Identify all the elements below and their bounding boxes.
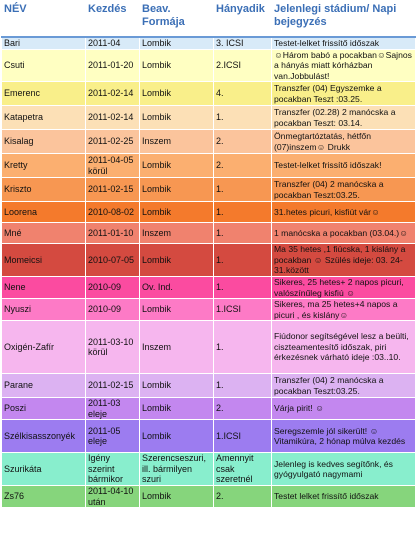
header-name: NÉV: [2, 2, 86, 38]
table-row: [2, 106, 416, 130]
cell-nth: 3. ICSI: [214, 37, 272, 49]
cell-nth: 2.: [214, 398, 272, 420]
cell-form: Lombik: [140, 420, 214, 453]
cell-start: 2010-07-05: [86, 244, 140, 277]
table-row: [2, 398, 416, 420]
cell-start: 2011-04-10 után: [86, 486, 140, 508]
cell-nth: 1.: [214, 374, 272, 398]
table-row: [2, 374, 416, 398]
cell-status: 1 manócska a pocakban (03.04.)☺: [272, 223, 416, 244]
cell-nth: 1.ICSI: [214, 420, 272, 453]
table-row: [2, 299, 416, 321]
cell-status: Transzfer (04) 2 manócska a pocakban Teszt:03.25.: [272, 374, 416, 398]
cell-start: 2011-02-25: [86, 130, 140, 154]
cell-name: Kisalag: [2, 130, 86, 154]
cell-name: Csuti: [2, 49, 86, 82]
cell-form: Inszem: [140, 223, 214, 244]
cell-status: Jelenleg is kedves segítőnk, és gyógyulgató nagymami: [272, 453, 416, 486]
header-start: Kezdés: [86, 2, 140, 38]
cell-nth: 1.ICSI: [214, 299, 272, 321]
table-row: [2, 154, 416, 178]
cell-name: Kretty: [2, 154, 86, 178]
cell-name: Momeicsi: [2, 244, 86, 277]
cell-name: Loorena: [2, 202, 86, 223]
table-row: [2, 321, 416, 374]
cell-status: Transzfer (04) 2 manócska a pocakban Teszt:03.25.: [272, 178, 416, 202]
cell-form: Lombik: [140, 398, 214, 420]
cell-status: Sikeres, 25 hetes+ 2 napos picuri, valószínűleg kisfiú ☺: [272, 277, 416, 299]
cell-status: Transzfer (04) Egyszemke a pocakban Teszt :03.25.: [272, 82, 416, 106]
table-row: [2, 49, 416, 82]
cell-name: Emerenc: [2, 82, 86, 106]
cell-nth: 4.: [214, 82, 272, 106]
cell-form: Inszem: [140, 321, 214, 374]
cell-start: 2010-09: [86, 299, 140, 321]
header-status: Jelenlegi stádium/ Napi bejegyzés: [272, 2, 416, 38]
cell-status: Fiúdonor segítségével lesz a beülti, ciszteamentesítő időszak, piri érkezésnek várható ideje :03..10.: [272, 321, 416, 374]
cell-form: Inszem: [140, 130, 214, 154]
cell-nth: 2.: [214, 486, 272, 508]
cell-status: Sikeres, ma 25 hetes+4 napos a picuri , és kislány☺: [272, 299, 416, 321]
table-row: [2, 178, 416, 202]
cell-form: Lombik: [140, 202, 214, 223]
cell-status: Transzfer (02.28) 2 manócska a pocakban Teszt: 03.14.: [272, 106, 416, 130]
cell-nth: 2.ICSI: [214, 49, 272, 82]
cell-name: Szurikáta: [2, 453, 86, 486]
table-row: [2, 37, 416, 49]
cell-name: Nene: [2, 277, 86, 299]
cell-status: Testet lelket frissítő időszak: [272, 486, 416, 508]
cell-nth: 2.: [214, 130, 272, 154]
cell-start: 2011-02-15: [86, 374, 140, 398]
cell-form: Lombik: [140, 244, 214, 277]
table-row: [2, 82, 416, 106]
table-row: [2, 420, 416, 453]
header-nth: Hányadik: [214, 2, 272, 38]
table-row: [2, 453, 416, 486]
cell-form: Lombik: [140, 486, 214, 508]
cell-status: ☺Három babó a pocakban☺Sajnos a hányás miatt kórházban van.Jobbulást!: [272, 49, 416, 82]
cell-nth: 1.: [214, 106, 272, 130]
cell-start: 2011-02-15: [86, 178, 140, 202]
cell-status: 31.hetes picuri, kisfiút vár☺: [272, 202, 416, 223]
cell-start: Igény szerint bármikor: [86, 453, 140, 486]
cell-status: Testet-lelket frissítő időszak!: [272, 154, 416, 178]
cell-name: Parane: [2, 374, 86, 398]
cell-nth: 1.: [214, 178, 272, 202]
cell-name: Zs76: [2, 486, 86, 508]
cell-status: Várja pirit! ☺: [272, 398, 416, 420]
cell-start: 2011-01-10: [86, 223, 140, 244]
cell-form: Ov. Ind.: [140, 277, 214, 299]
cell-start: 2011-02-14: [86, 82, 140, 106]
cell-name: Szélkisasszonyék: [2, 420, 86, 453]
cell-name: Oxigén-Zafír: [2, 321, 86, 374]
cell-start: 2011-03-10 körül: [86, 321, 140, 374]
header-form: Beav. Formája: [140, 2, 214, 38]
header-row: [2, 2, 416, 38]
table-row: [2, 130, 416, 154]
cell-form: Lombik: [140, 82, 214, 106]
cell-nth: 1.: [214, 321, 272, 374]
cell-form: Lombik: [140, 154, 214, 178]
table-row: [2, 223, 416, 244]
table-row: [2, 277, 416, 299]
cell-start: 2011-02-14: [86, 106, 140, 130]
cell-start: 2011-04-05 körül: [86, 154, 140, 178]
participants-table: [1, 1, 416, 508]
cell-start: 2011-01-20: [86, 49, 140, 82]
cell-name: Poszi: [2, 398, 86, 420]
cell-form: Lombik: [140, 106, 214, 130]
cell-start: 2010-08-02: [86, 202, 140, 223]
cell-name: Katapetra: [2, 106, 86, 130]
cell-nth: Amennyit csak szeretnél: [214, 453, 272, 486]
cell-start: 2011-03 eleje: [86, 398, 140, 420]
cell-status: Seregszemle jól sikerült! ☺ Vitamikúra, 2 hónap múlva kezdés: [272, 420, 416, 453]
cell-form: Lombik: [140, 299, 214, 321]
cell-form: Lombik: [140, 49, 214, 82]
cell-start: 2011-05 eleje: [86, 420, 140, 453]
cell-form: Lombik: [140, 178, 214, 202]
cell-form: Lombik: [140, 37, 214, 49]
cell-nth: 1.: [214, 223, 272, 244]
cell-name: Nyuszi: [2, 299, 86, 321]
cell-nth: 1.: [214, 202, 272, 223]
cell-nth: 1.: [214, 244, 272, 277]
cell-status: Testet-lelket frissítő időszak: [272, 37, 416, 49]
cell-form: Szerencseszuri, ill. bármilyen szuri: [140, 453, 214, 486]
cell-status: Önmegtartóztatás, hétfőn (07)inszem☺ Drukk: [272, 130, 416, 154]
table-row: [2, 486, 416, 508]
cell-name: Kriszto: [2, 178, 86, 202]
table-row: [2, 202, 416, 223]
table-row: [2, 244, 416, 277]
cell-name: Bari: [2, 37, 86, 49]
cell-start: 2010-09: [86, 277, 140, 299]
cell-status: Ma 35 hetes ,1 fiúcska, 1 kislány a pocakban ☺ Szülés ideje: 03. 24-31.között: [272, 244, 416, 277]
cell-nth: 2.: [214, 154, 272, 178]
cell-nth: 1.: [214, 277, 272, 299]
cell-name: Mné: [2, 223, 86, 244]
cell-form: Lombik: [140, 374, 214, 398]
cell-start: 2011-04: [86, 37, 140, 49]
